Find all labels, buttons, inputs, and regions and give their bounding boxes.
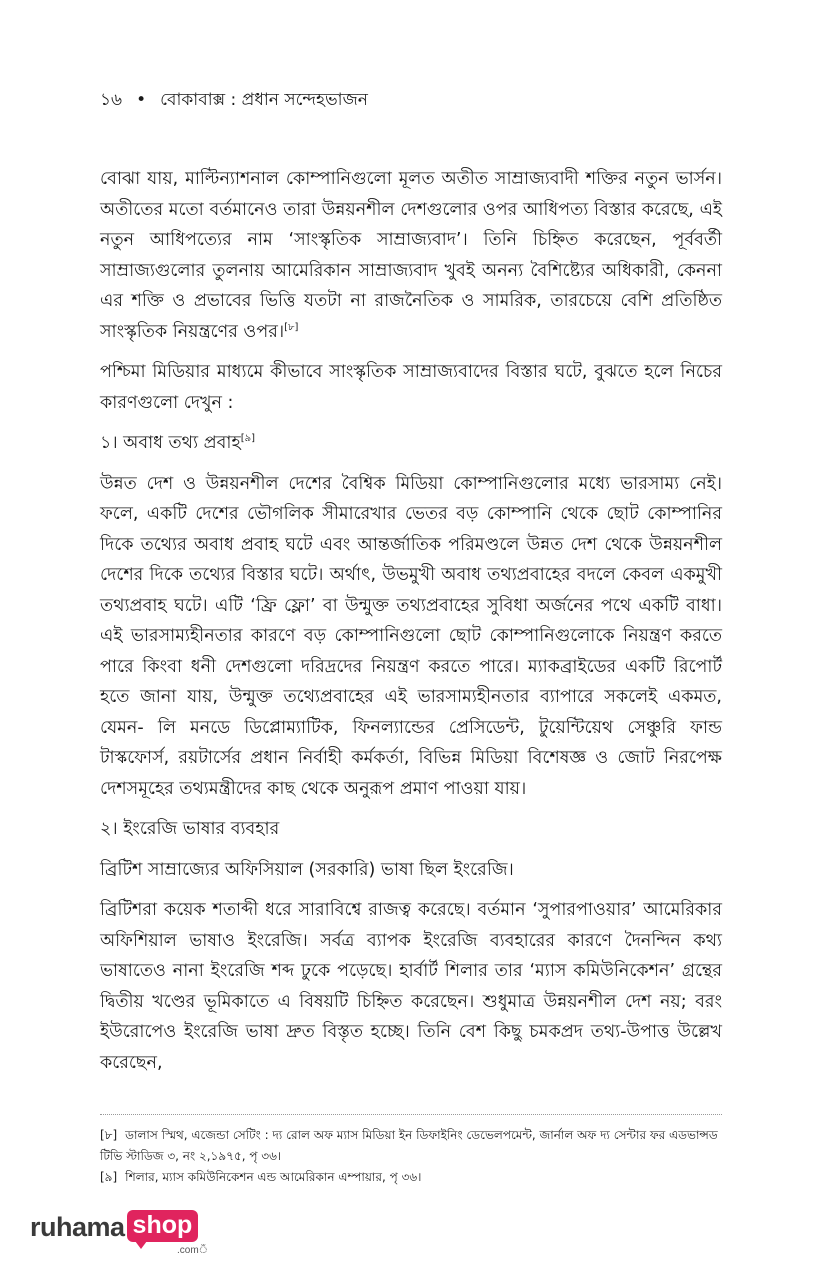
ruhamashop-logo xyxy=(30,1210,209,1256)
footnote-ref-9: [৯] xyxy=(240,433,255,445)
book-title: বোকাবাক্স : প্রধান সন্দেহভাজন xyxy=(160,90,368,110)
paragraph-2: পশ্চিমা মিডিয়ার মাধ্যমে কীভাবে সাংস্কৃতিক সাম্রাজ্যবাদের বিস্তার ঘটে, বুঝতে হলে নিচের কারণগুলো দেখুন : xyxy=(100,362,722,413)
paragraph-3: উন্নত দেশ ও উন্নয়নশীল দেশের বৈশ্বিক মিডিয়া কোম্পানিগুলোর মধ্যে ভারসাম্য নেই। ফলে, একটি দেশের ভৌগলিক সীমারেখার ভেতর বড় কোম্পানি থেকে ছোট কোম্পানির দিকে তথ্যের অবাধ প্রবাহ ঘটে এবং আন্তর্জাতিক পরিমণ্ডলে উন্নত দেশ থেকে উন্নয়নশীল দেশের দিকে তথ্যের বিস্তার ঘটে। অর্থাৎ, উভমুখী অবাধ তথ্যপ্রবাহের বদলে কেবল একমুখী তথ্যপ্রবাহ ঘটে। এটি ‘ফ্রি ফ্লো’ বা উন্মুক্ত তথ্যপ্রবাহের সুবিধা অর্জনের পথে একটি বাধা। এই ভারসাম্যহীনতার কারণে বড় কোম্পানিগুলো ছোট কোম্পানিগুলোকে নিয়ন্ত্রণ করতে পারে কিংবা ধনী দেশগুলো দরিদ্রদের নিয়ন্ত্রণ করতে পারে। ম্যাকব্রাইডের একটি রিপোর্ট হতে জানা যায়, উন্মুক্ত তথ্যেপ্রবাহের এই ভারসাম্যহীনতার ব্যাপারে সকলেই একমত, যেমন- লি মনডে ডিপ্লোম্যাটিক, ফিনল্যান্ডের প্রেসিডেন্ট, টুয়েন্টিয়েথ সেঞ্চুরি ফান্ড টাস্কফোর্স, রয়টার্সের প্রধান নির্বাহী কর্মকর্তা, বিভিন্ন মিডিয়া বিশেষজ্ঞ ও জোট নিরপেক্ষ দেশসমূহের তথ্যমন্ত্রীদের কাছ থেকে অনুরূপ প্রমাণ পাওয়া যায়। xyxy=(100,473,722,799)
logo-text-ruhama: ruhama xyxy=(30,1212,125,1242)
paragraph-1-text: বোঝা যায়, মাল্টিন্যাশনাল কোম্পানিগুলো মূলত অতীত সাম্রাজ্যবাদী শক্তির নতুন ভার্সন। অতীতের মতো বর্তমানেও তারা উন্নয়নশীল দেশগুলোর ওপর আধিপত্য বিস্তার করেছে, এই নতুন আধিপত্যের নাম ‘সাংস্কৃতিক সাম্রাজ্যবাদ’। তিনি চিহ্নিত করেছেন, পূর্ববর্তী সাম্রাজ্যগুলোর তুলনায় আমেরিকান সাম্রাজ্যবাদ খুবই অনন্য বৈশিষ্ট্যের অধিকারী, কেননা এর শক্তি ও প্রভাবের ভিত্তি যতটা না রাজনৈতিক ও সামরিক, তারচেয়ে বেশি প্রতিষ্ঠিত সাংস্কৃতিক নিয়ন্ত্রণের ওপর। xyxy=(100,169,722,342)
footnote-9-number: [৯] xyxy=(100,1170,118,1184)
section-heading-1 xyxy=(100,428,722,459)
header-separator: • xyxy=(136,90,147,110)
paragraph-1 xyxy=(100,164,722,347)
footnote-9-text: শিলার, ম্যাস কমিউনিকেশন এন্ড আমেরিকান এম্পায়ার, পৃ ৩৬। xyxy=(125,1170,422,1184)
paragraph-5: ব্রিটিশরা কয়েক শতাব্দী ধরে সারাবিশ্বে রাজত্ব করেছে। বর্তমান ‘সুপারপাওয়ার’ আমেরিকার অফিশিয়াল ভাষাও ইংরেজি। সর্বত্র ব্যাপক ইংরেজি ব্যবহারের কারণে দৈনন্দিন কথ্য ভাষাতেও নানা ইংরেজি শব্দ ঢুকে পড়েছে। হার্বার্ট শিলার তার ‘ম্যাস কমিউনিকেশন’ গ্রন্থের দ্বিতীয় খণ্ডের ভূমিকাতে এ বিষয়টি চিহ্নিত করেছেন। শুধুমাত্র উন্নয়নশীল দেশ নয়; বরং ইউরোপেও ইংরেজি ভাষা দ্রুত বিস্তৃত হচ্ছে। তিনি বেশ কিছু চমকপ্রদ তথ্য-উপাত্ত উল্লেখ করেছেন, xyxy=(100,900,722,1073)
footnote-8-number: [৮] xyxy=(100,1128,118,1142)
paragraph-4: ব্রিটিশ সাম্রাজ্যের অফিসিয়াল (সরকারি) ভাষা ছিল ইংরেজি। xyxy=(100,859,514,880)
section-heading-2: ২। ইংরেজি ভাষার ব্যবহার xyxy=(100,819,280,839)
logo-text-domain: .comঁ xyxy=(177,1245,209,1256)
book-page xyxy=(100,86,722,1184)
logo-text-shop: shop xyxy=(127,1210,199,1242)
running-header xyxy=(100,86,722,114)
footnotes xyxy=(100,1114,722,1188)
footnote-8-text: ডালাস স্মিথ, এজেন্ডা সেটিং : দ্য রোল অফ ম্যাস মিডিয়া ইন ডিফাইনিং ডেভেলপমেন্ট, জার্নাল অফ দ্য সেন্টার ফর এডভান্সড টিভি স্টাডিজ ৩, নং ২,১৯৭৫, পৃ ৩৬। xyxy=(100,1128,718,1163)
section-heading-1-text: ১। অবাধ তথ্য প্রবাহ xyxy=(100,433,241,453)
body-text xyxy=(100,164,722,1088)
page-number: ১৬ xyxy=(100,90,123,110)
footnote-ref-8: [৮] xyxy=(284,321,299,333)
footnote-9 xyxy=(100,1167,722,1188)
footnote-8 xyxy=(100,1125,722,1167)
